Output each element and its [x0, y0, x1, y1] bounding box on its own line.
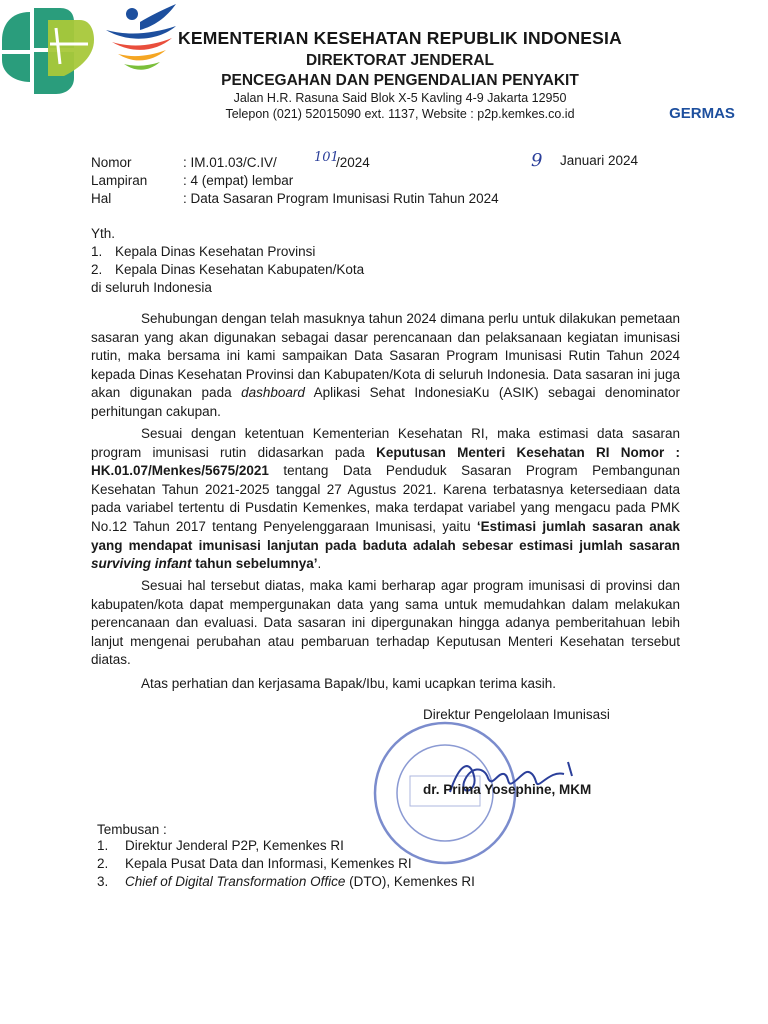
addressee-item	[91, 244, 315, 259]
division-name: PENCEGAHAN DAN PENGENDALIAN PENYAKIT	[221, 72, 579, 89]
p1-text: Sehubungan dengan telah masuknya tahun 2024 dimana perlu untuk dilakukan pemetaan sasaran yang akan digunakan sebagai dasar perencanaan dan pelaksanaan kegiatan imunisasi rutin, maka bersama ini kami sampaikan Data Sasaran Program Imunisasi Rutin Tahun 2024 kepada Dinas Kesehatan Provinsi dan Kabupaten/Kota di seluruh Indonesia. Data sasaran ini juga akan digunakan pada	[91, 311, 680, 401]
signatory-title: Direktur Pengelolaan Imunisasi	[423, 707, 610, 722]
p2-quote: ‘Estimasi jumlah sasaran anak yang mendapat imunisasi lanjutan pada baduta adalah sebesar estimasi jumlah sasaran	[91, 518, 680, 553]
cc-number: 3.	[97, 874, 109, 889]
body-paragraph-3: Sesuai hal tersebut diatas, maka kami berharap agar program imunisasi di provinsi dan kabupaten/kota dapat mempergunakan data yang sama untuk memudahkan dalam melakukan perencanaan dan evaluasi. Data sasaran ini dipergunakan hingga adanya pemberitahuan lebih lanjut mengenai perubahan atau pembaruan terhadap Keputusan Menteri Kesehatan tersebut diatas.	[91, 578, 680, 668]
cc-item	[97, 838, 344, 853]
signatory-name: dr. Prima Yosephine, MKM	[423, 782, 592, 797]
p2-quote-end: tahun sebelumnya’	[191, 556, 318, 572]
hal-label: Hal	[91, 191, 112, 206]
p1-italic: dashboard	[241, 385, 305, 401]
body-paragraph-4: Atas perhatian dan kerjasama Bapak/Ibu, kami ucapkan terima kasih.	[141, 676, 556, 691]
p2-text: Sesuai dengan ketentuan Kementerian Kesehatan RI, maka estimasi data sasaran program imunisasi rutin didasarkan pada	[91, 426, 680, 460]
p2-quote-italic: surviving infant	[91, 556, 192, 572]
cc-number: 2.	[97, 856, 109, 871]
letter-date: Januari 2024	[560, 153, 639, 168]
kemenkes-logo	[0, 4, 96, 96]
nomor-prefix: : IM.01.03/C.IV/	[183, 155, 277, 170]
p1-text-end: Aplikasi Sehat IndonesiaKu (ASIK) sebagai denominator perhitungan cakupan.	[91, 385, 680, 419]
addressee-number: 2.	[91, 262, 103, 277]
germas-label: GERMAS	[669, 105, 735, 122]
cc-text: Direktur Jenderal P2P, Kemenkes RI	[125, 838, 344, 853]
body-paragraph-2	[91, 425, 680, 574]
lampiran-label: Lampiran	[91, 173, 148, 188]
addressee-number: 1.	[91, 244, 103, 259]
p2-text-mid: tentang Data Penduduk Sasaran Program Pembangunan Kesehatan Tahun 2021-2025 tanggal 27 Agustus 2021. Karena terbatasnya ketersediaan data pada variabel tertentu di Pusdatin Kemenkes, maka terdapat variabel yang mengacu pada PMK No.12 Tahun 2017 tentang Penyelenggaraan Imunisasi, yaitu	[91, 463, 680, 534]
meta-lampiran	[91, 173, 293, 191]
body-paragraph-1	[91, 310, 680, 422]
nomor-label: Nomor	[91, 155, 132, 170]
salutation: Yth.	[91, 226, 116, 241]
office-contact: Telepon (021) 52015090 ext. 1137, Website : p2p.kemkes.co.id	[225, 107, 575, 121]
cc-title: Tembusan :	[97, 822, 167, 837]
hal-value: : Data Sasaran Program Imunisasi Rutin Tahun 2024	[183, 191, 499, 206]
p2-period: .	[317, 556, 322, 572]
addressee-location: di seluruh Indonesia	[91, 280, 212, 295]
cc-item	[97, 874, 475, 889]
cc-text: (DTO), Kemenkes RI	[345, 874, 475, 889]
nomor-handwritten: 101	[314, 150, 339, 165]
addressee-text: Kepala Dinas Kesehatan Provinsi	[115, 244, 316, 259]
office-address: Jalan H.R. Rasuna Said Blok X-5 Kavling 4-9 Jakarta 12950	[233, 91, 567, 105]
p2-decree-ref: Keputusan Menteri Kesehatan RI Nomor : HK.01.07/Menkes/5675/2021	[91, 444, 680, 479]
addressee-item	[91, 262, 364, 277]
cc-item	[97, 856, 412, 871]
ministry-name: KEMENTERIAN KESEHATAN REPUBLIK INDONESIA	[178, 28, 622, 48]
cc-text: Kepala Pusat Data dan Informasi, Kemenkes RI	[125, 856, 412, 871]
meta-nomor	[91, 155, 277, 173]
cc-number: 1.	[97, 838, 109, 853]
date-handwritten: 9	[531, 150, 543, 171]
lampiran-value: : 4 (empat) lembar	[183, 173, 294, 188]
cc-text-italic: Chief of Digital Transformation Office	[125, 874, 346, 889]
directorate-name: DIREKTORAT JENDERAL	[305, 52, 495, 69]
nomor-suffix: /2024	[336, 155, 370, 170]
meta-hal	[91, 191, 499, 209]
addressee-text: Kepala Dinas Kesehatan Kabupaten/Kota	[115, 262, 365, 277]
